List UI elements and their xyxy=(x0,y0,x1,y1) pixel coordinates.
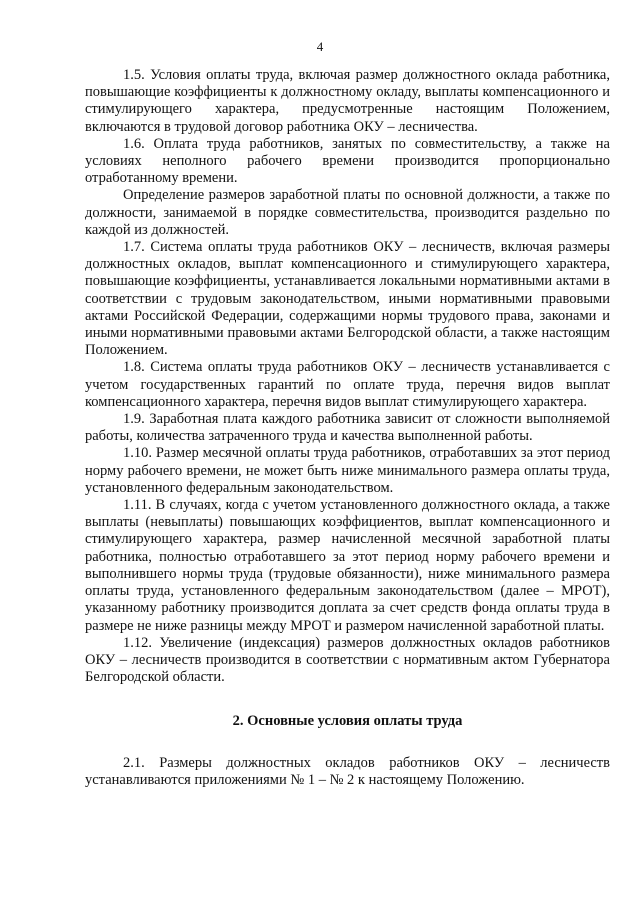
document-body xyxy=(85,67,610,789)
paragraph-1-6: 1.6. Оплата труда работников, занятых по совместительству, а также на условиях неполного рабочего времени производится пропорционально отработанному времени. xyxy=(85,135,610,187)
paragraph-1-11: 1.11. В случаях, когда с учетом установленного должностного оклада, а также выплаты (невыплаты) повышающих коэффициентов, выплат компенсационного и стимулирующего характера, размер начисленной месячной заработной платы работника, полностью отработавшего за этот период норму рабочего времени и выполнившего нормы труда (трудовые обязанности), ниже минимального размера оплаты труда, установленного федеральным законодательством (далее – МРОТ), указанному работнику производится доплата за счет средств фонда оплаты труда в размере не ниже разницы между МРОТ и размером начисленной заработной платы. xyxy=(85,497,610,634)
paragraph-1-8: 1.8. Система оплаты труда работников ОКУ – лесничеств устанавливается с учетом государственных гарантий по оплате труда, перечня видов выплат компенсационного характера, перечня видов выплат стимулирующего характера. xyxy=(85,359,610,410)
paragraph-1-10: 1.10. Размер месячной оплаты труда работников, отработавших за этот период норму рабочего времени, не может быть ниже минимального размера оплаты труда, установленного федеральным законодательством. xyxy=(85,445,610,496)
paragraph-2-1: 2.1. Размеры должностных окладов работников ОКУ – лесничеств устанавливаются приложениями № 1 – № 2 к настоящему Положению. xyxy=(85,754,610,788)
paragraph-1-12: 1.12. Увеличение (индексация) размеров должностных окладов работников ОКУ – лесничеств производится в соответствии с нормативным актом Губернатора Белгородской области. xyxy=(85,634,610,686)
paragraph-1-6-continued: Определение размеров заработной платы по основной должности, а также по должности, занимаемой в порядке совместительства, производится раздельно по каждой из должностей. xyxy=(85,187,610,238)
page-number: 4 xyxy=(316,39,324,54)
paragraph-1-7: 1.7. Система оплаты труда работников ОКУ – лесничеств, включая размеры должностных окладов, выплат компенсационного и стимулирующего характера, повышающие коэффициенты, устанавливается локальными нормативными актами в соответствии с трудовым законодательством, иными нормативными правовыми актами Российской Федерации, содержащими нормы трудового права, законами и иными нормативными правовыми актами Белгородской области, а также настоящим Положением. xyxy=(85,239,610,359)
paragraph-1-9: 1.9. Заработная плата каждого работника зависит от сложности выполняемой работы, количества затраченного труда и качества выполненной работы. xyxy=(85,411,610,445)
paragraph-1-5: 1.5. Условия оплаты труда, включая размер должностного оклада работника, повышающие коэффициенты к должностному окладу, выплаты компенсационного и стимулирующего характера, предусмотренные настоящим Положением, включаются в трудовой договор работника ОКУ – лесничества. xyxy=(85,67,610,135)
section-heading: 2. Основные условия оплаты труда xyxy=(232,713,463,730)
